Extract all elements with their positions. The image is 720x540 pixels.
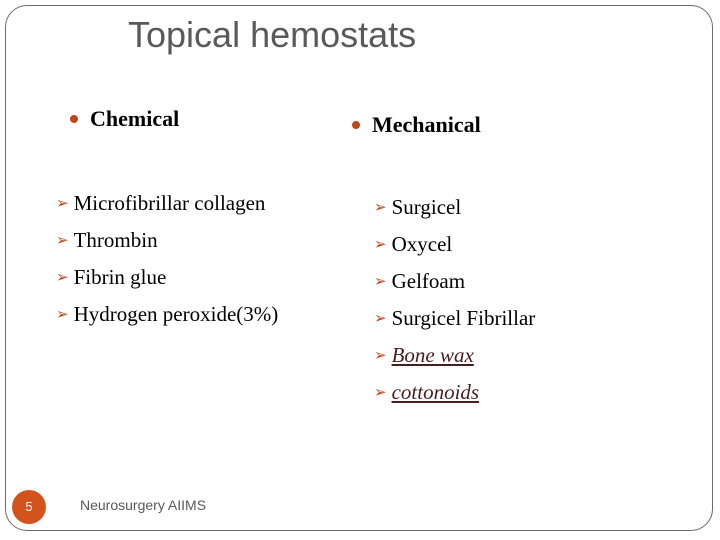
list-item-label: Fibrin glue [73,265,167,289]
arrow-bullet-icon: ➢ [374,346,387,364]
bullet-dot-icon [352,121,360,129]
list-item [374,268,535,305]
arrow-bullet-icon: ➢ [374,198,387,216]
arrow-bullet-icon: ➢ [56,231,69,249]
list-item-label: Hydrogen peroxide(3%) [73,302,279,326]
slide-title: Topical hemostats [128,14,417,55]
list-item-label: Surgicel [391,195,462,219]
footer-text: Neurosurgery AIIMS [80,497,207,513]
arrow-bullet-icon: ➢ [56,305,69,323]
bone-wax-link[interactable]: Bone wax [391,343,474,367]
list-item [374,305,535,342]
arrow-bullet-icon: ➢ [374,235,387,253]
list-item [56,301,278,338]
list-item-label: Microfibrillar collagen [73,191,266,215]
list-item-label: Surgicel Fibrillar [391,306,536,330]
list-item [56,190,278,227]
list-item [56,227,278,264]
list-item-label: Oxycel [391,232,453,256]
list-item-label: Thrombin [73,228,158,252]
arrow-bullet-icon: ➢ [56,268,69,286]
list-item [374,194,535,231]
list-item [56,264,278,301]
list-item [374,231,535,268]
chemical-heading-text: Chemical [90,106,180,131]
chemical-list [56,190,278,338]
mechanical-list [374,194,535,416]
list-item [374,379,535,416]
chemical-heading [70,106,179,132]
page-number-badge: 5 [12,490,46,524]
bullet-dot-icon [70,115,78,123]
arrow-bullet-icon: ➢ [374,383,387,401]
list-item-label: Gelfoam [391,269,466,293]
arrow-bullet-icon: ➢ [56,194,69,212]
arrow-bullet-icon: ➢ [374,309,387,327]
mechanical-heading-text: Mechanical [372,112,481,137]
list-item [374,342,535,379]
arrow-bullet-icon: ➢ [374,272,387,290]
mechanical-heading [352,112,481,138]
cottonoids-link[interactable]: cottonoids [391,380,480,404]
